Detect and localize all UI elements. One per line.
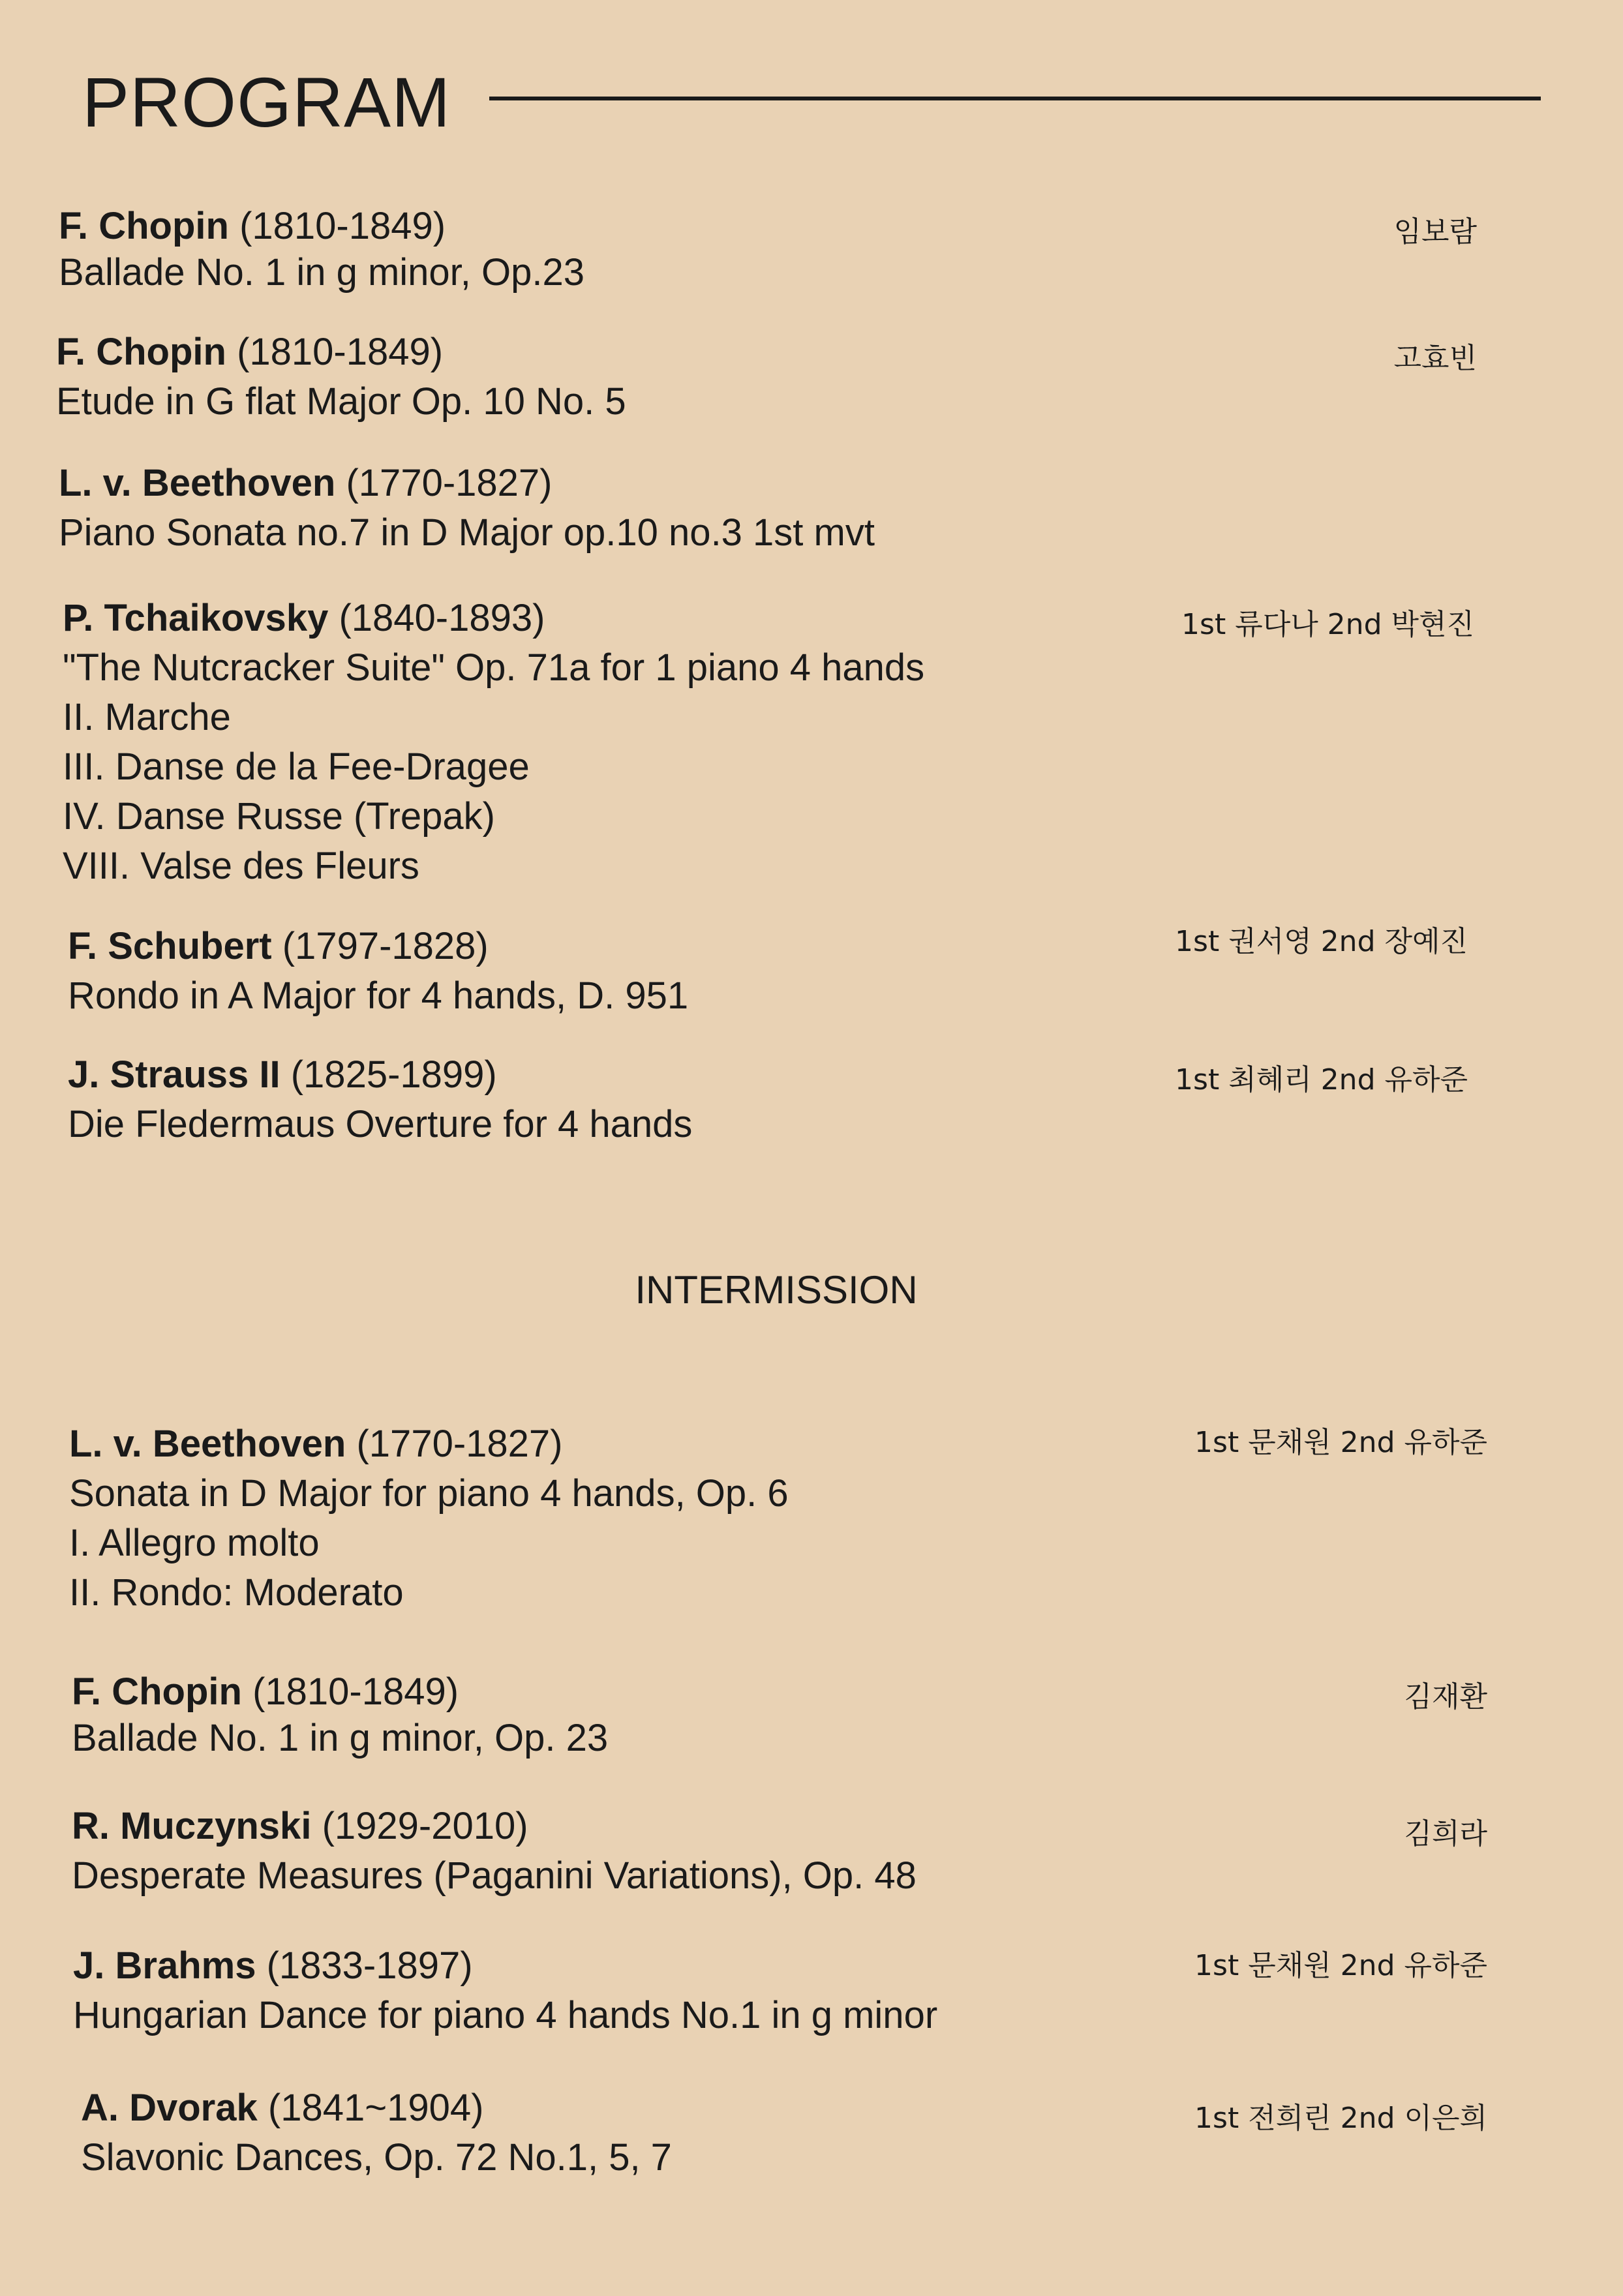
composer-line <box>69 1419 789 1469</box>
program-piece <box>73 1941 937 2040</box>
composer-line <box>72 1802 917 1851</box>
composer-line <box>59 459 875 508</box>
performer-name: 김희라 <box>1404 1817 1487 1850</box>
program-piece <box>59 459 875 558</box>
composer-name: F. Chopin <box>72 1670 242 1713</box>
movement-line: III. Danse de la Fee-Dragee <box>63 746 530 788</box>
composer-line <box>68 922 688 971</box>
movement-line: II. Marche <box>63 696 231 738</box>
composer-name: J. Brahms <box>73 1944 256 1987</box>
work-title: Slavonic Dances, Op. 72 No.1, 5, 7 <box>81 2136 672 2179</box>
composer-dates: (1810-1849) <box>239 205 446 247</box>
composer-name: P. Tchaikovsky <box>63 597 329 639</box>
movement-line: IV. Danse Russe (Trepak) <box>63 795 495 838</box>
movement-line: VIII. Valse des Fleurs <box>63 845 419 887</box>
program-header <box>82 60 1541 145</box>
composer-dates: (1929-2010) <box>322 1805 528 1847</box>
performer-name: 1st 전희린 2nd 이은희 <box>1194 2102 1487 2135</box>
performer-name: 임보람 <box>1393 215 1477 249</box>
composer-line <box>81 2083 672 2133</box>
intermission-label: INTERMISSION <box>635 1268 918 1312</box>
program-piece <box>69 1419 789 1618</box>
composer-name: L. v. Beethoven <box>59 462 336 504</box>
movement-line: II. Rondo: Moderato <box>69 1571 404 1614</box>
program-piece <box>56 327 626 427</box>
composer-name: L. v. Beethoven <box>69 1423 346 1465</box>
performer-name: 1st 문채원 2nd 유하준 <box>1194 1949 1487 1982</box>
composer-dates: (1770-1827) <box>346 462 553 504</box>
composer-line <box>72 1667 608 1717</box>
composer-dates: (1770-1827) <box>356 1423 563 1465</box>
composer-name: J. Strauss II <box>68 1053 281 1096</box>
composer-name: F. Schubert <box>68 925 272 967</box>
work-title: Rondo in A Major for 4 hands, D. 951 <box>68 974 689 1017</box>
work-title: Ballade No. 1 in g minor, Op. 23 <box>72 1717 609 1759</box>
composer-dates: (1840-1893) <box>339 597 545 639</box>
work-title: Sonata in D Major for piano 4 hands, Op. 6 <box>69 1472 789 1515</box>
composer-dates: (1797-1828) <box>282 925 489 967</box>
composer-dates: (1841~1904) <box>267 2087 484 2129</box>
work-title: Desperate Measures (Paganini Variations), Op. 48 <box>72 1854 917 1897</box>
composer-name: A. Dvorak <box>81 2087 258 2129</box>
work-title: "The Nutcracker Suite" Op. 71a for 1 piano 4 hands <box>63 646 925 689</box>
work-title: Ballade No. 1 in g minor, Op.23 <box>59 251 585 294</box>
program-piece <box>72 1802 917 1901</box>
performer-name: 김재환 <box>1404 1680 1487 1714</box>
work-title: Etude in G flat Major Op. 10 No. 5 <box>56 380 626 423</box>
composer-dates: (1825-1899) <box>290 1053 497 1096</box>
composer-name: R. Muczynski <box>72 1805 312 1847</box>
performer-name: 1st 권서영 2nd 장예진 <box>1175 925 1468 958</box>
movement-line: I. Allegro molto <box>69 1522 320 1564</box>
composer-line <box>63 594 924 643</box>
program-piece <box>68 922 688 1021</box>
composer-line <box>68 1050 692 1100</box>
composer-name: F. Chopin <box>59 205 229 247</box>
performer-name: 고효빈 <box>1393 342 1477 375</box>
work-title: Piano Sonata no.7 in D Major op.10 no.3 1st mvt <box>59 511 875 554</box>
composer-dates: (1810-1849) <box>237 331 444 373</box>
program-piece <box>68 1050 692 1149</box>
program-piece <box>59 202 584 294</box>
work-title: Die Fledermaus Overture for 4 hands <box>68 1103 693 1145</box>
program-piece <box>72 1667 608 1760</box>
composer-dates: (1833-1897) <box>266 1944 473 1987</box>
header-rule <box>489 97 1541 100</box>
composer-name: F. Chopin <box>56 331 226 373</box>
page-title: PROGRAM <box>82 63 451 142</box>
composer-line <box>73 1941 937 1991</box>
composer-dates: (1810-1849) <box>252 1670 459 1713</box>
program-piece <box>63 594 924 891</box>
program-piece <box>81 2083 672 2183</box>
composer-line <box>59 202 584 251</box>
work-title: Hungarian Dance for piano 4 hands No.1 in g minor <box>73 1994 938 2036</box>
performer-name: 1st 최혜리 2nd 유하준 <box>1175 1063 1468 1096</box>
performer-name: 1st 문채원 2nd 유하준 <box>1194 1426 1487 1459</box>
performer-name: 1st 류다나 2nd 박현진 <box>1181 608 1474 641</box>
composer-line <box>56 327 626 377</box>
